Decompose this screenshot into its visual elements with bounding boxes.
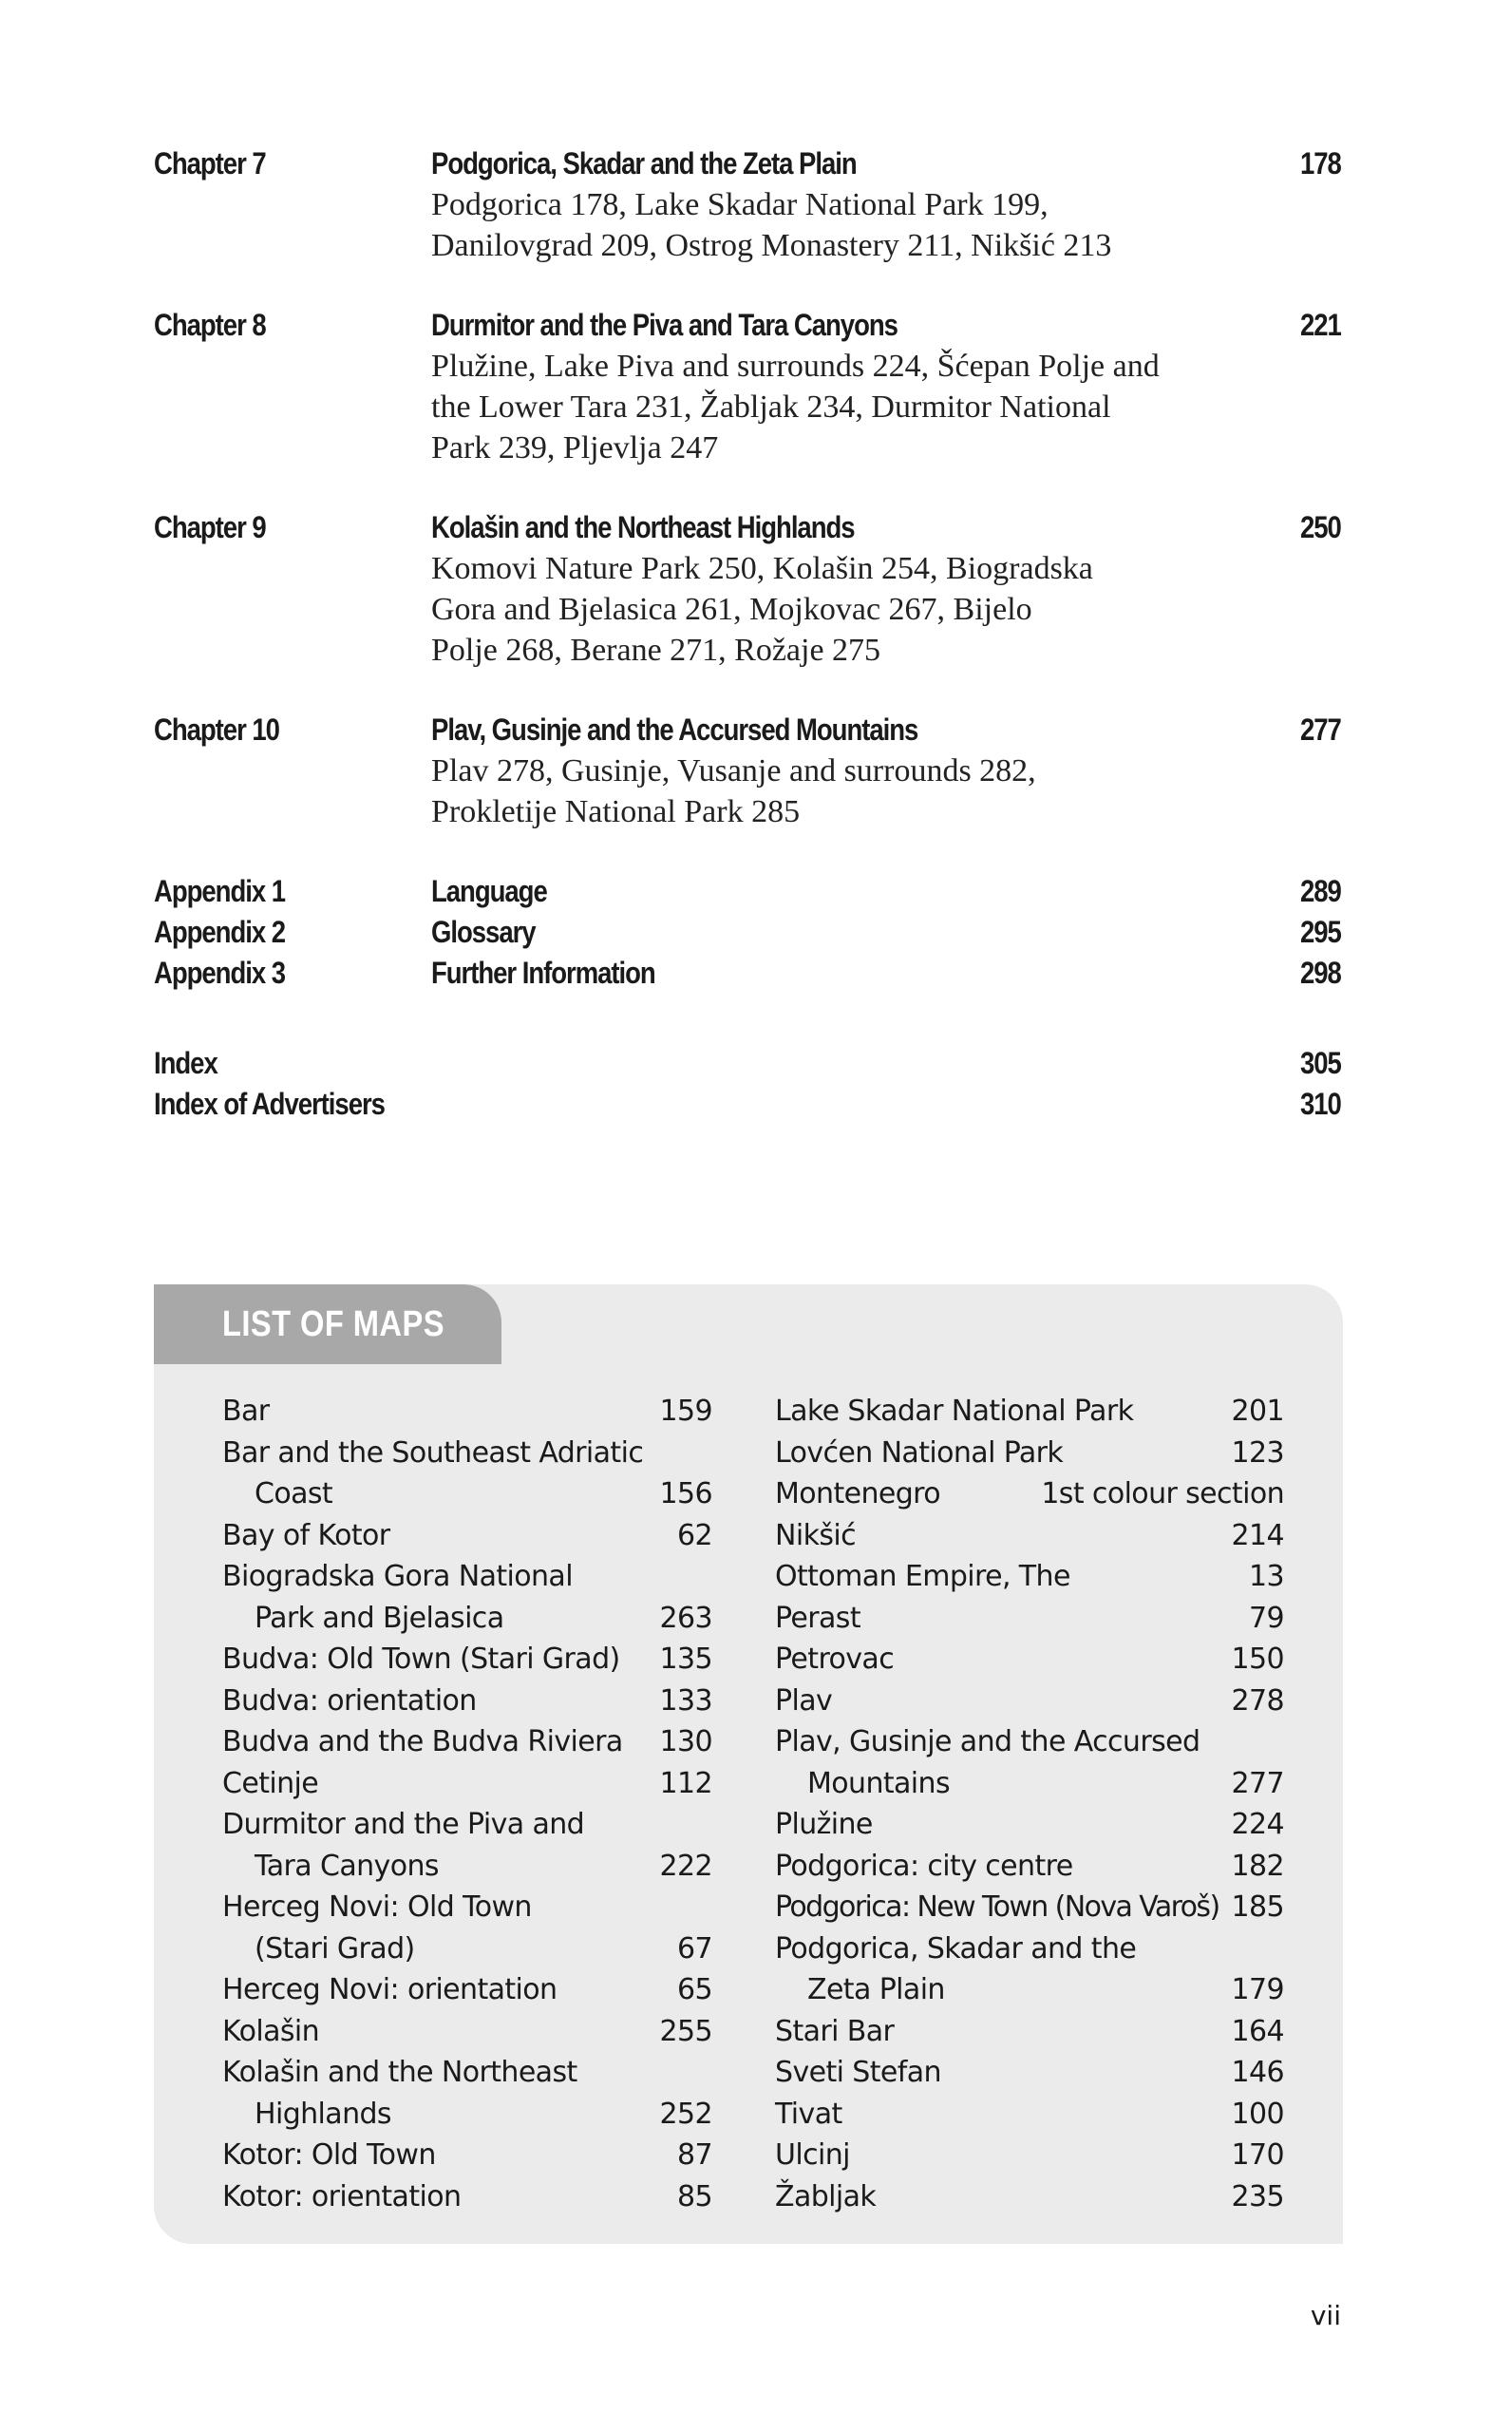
toc-chapter-7[interactable]: [154, 142, 1341, 266]
map-name-line: Budva: Old Town (Stari Grad): [222, 1643, 620, 1676]
map-page-number: 201: [1231, 1395, 1284, 1428]
map-name-line: Stari Bar: [775, 2014, 895, 2048]
toc-appendix-2[interactable]: [154, 911, 1341, 952]
map-page-number: 150: [1231, 1643, 1284, 1676]
map-list-item[interactable]: [775, 2135, 1284, 2176]
appendix-title: Further Information: [431, 956, 655, 990]
description-line: Podgorica 178, Lake Skadar National Park 199,: [431, 187, 1049, 222]
appendix-page: 295: [1300, 915, 1341, 949]
map-page-number: 214: [1231, 1518, 1284, 1552]
map-name-line: Budva: orientation: [222, 1683, 477, 1718]
map-list-item[interactable]: [222, 2052, 712, 2135]
description-line: Polje 268, Berane 271, Rožaje 275: [431, 633, 881, 668]
chapter-label: Chapter 10: [154, 712, 279, 747]
chapter-page: 250: [1300, 510, 1341, 544]
toc-chapter-9[interactable]: [154, 506, 1341, 671]
map-name-line: (Stari Grad): [255, 1931, 415, 1966]
description-line: Plav 278, Gusinje, Vusanje and surrounds 282,: [431, 753, 1036, 788]
map-name-line: Biogradska Gora National: [222, 1560, 573, 1593]
map-page-number: 62: [677, 1518, 712, 1552]
map-page-number: 1st colour section: [1041, 1477, 1284, 1510]
map-list-item[interactable]: [775, 1473, 1284, 1515]
description-line: Danilovgrad 209, Ostrog Monastery 211, Nikšić 213: [431, 228, 1112, 263]
toc-index[interactable]: [154, 1042, 1341, 1083]
map-list-item[interactable]: [222, 1639, 712, 1681]
list-of-maps-tab: [154, 1284, 501, 1364]
map-list-item[interactable]: [775, 1391, 1284, 1433]
map-page-number: 252: [659, 2097, 712, 2131]
index-page: 305: [1300, 1046, 1341, 1080]
toc-indexes: [154, 1042, 1341, 1124]
chapter-title: Plav, Gusinje and the Accursed Mountains: [431, 712, 918, 747]
chapter-label: Chapter 7: [154, 146, 266, 180]
map-list-item[interactable]: [775, 1928, 1284, 2011]
map-list-item[interactable]: [222, 1556, 712, 1639]
map-list-item[interactable]: [775, 1721, 1284, 1804]
map-name-line: Herceg Novi: orientation: [222, 1973, 558, 2006]
map-page-number: 112: [659, 1766, 712, 1800]
map-name-line: Perast: [775, 1601, 860, 1635]
list-of-maps-box: [154, 1284, 1343, 2244]
map-list-item[interactable]: [222, 2011, 712, 2053]
description-line: Plužine, Lake Piva and surrounds 224, Šćepan Polje and: [431, 349, 1160, 384]
map-page-number: 135: [659, 1643, 712, 1676]
chapter-title: Kolašin and the Northeast Highlands: [431, 510, 855, 544]
map-list-item[interactable]: [222, 1433, 712, 1515]
toc-appendix-1[interactable]: [154, 870, 1341, 911]
map-page-number: 65: [677, 1973, 712, 2006]
toc-chapter-8[interactable]: [154, 304, 1341, 468]
map-name-line: Podgorica: city centre: [775, 1849, 1073, 1883]
map-list-item[interactable]: [222, 1887, 712, 1969]
map-page-number: 87: [677, 2138, 712, 2172]
map-page-number: 182: [1231, 1849, 1284, 1883]
map-name-line: Nikšić: [775, 1518, 857, 1552]
map-list-item[interactable]: [222, 1763, 712, 1805]
map-name-line: Ulcinj: [775, 2138, 850, 2172]
description-line: Prokletije National Park 285: [431, 794, 801, 829]
map-page-number: 146: [1231, 2056, 1284, 2089]
map-page-number: 235: [1231, 2179, 1284, 2213]
chapter-label: Chapter 8: [154, 308, 266, 342]
map-list-item[interactable]: [775, 2094, 1284, 2136]
map-name-line: Bar: [222, 1395, 270, 1428]
map-list-item[interactable]: [222, 1515, 712, 1557]
map-list-item[interactable]: [775, 1887, 1284, 1928]
map-name-line: Kotor: orientation: [222, 2179, 462, 2213]
map-name-line: Plav, Gusinje and the Accursed: [775, 1725, 1200, 1758]
toc-appendices: [154, 870, 1341, 993]
appendix-page: 298: [1300, 956, 1341, 990]
chapter-title: Durmitor and the Piva and Tara Canyons: [431, 308, 898, 342]
index-label: Index: [154, 1046, 217, 1080]
map-name-line: Cetinje: [222, 1766, 319, 1800]
map-page-number: 222: [659, 1849, 712, 1883]
map-page-number: 185: [1231, 1890, 1284, 1924]
index-page: 310: [1300, 1087, 1341, 1121]
map-name-line: Kotor: Old Town: [222, 2138, 436, 2172]
map-name-line: Plužine: [775, 1808, 873, 1841]
map-name-line: Lake Skadar National Park: [775, 1395, 1134, 1428]
map-name-line: Bar and the Southeast Adriatic: [222, 1435, 644, 1470]
appendix-label: Appendix 1: [154, 874, 286, 908]
map-list-item[interactable]: [775, 1515, 1284, 1557]
map-name-line: Herceg Novi: Old Town: [222, 1890, 532, 1924]
map-name-line: Mountains: [807, 1766, 950, 1800]
map-page-number: 85: [677, 2179, 712, 2213]
map-name-line: Plav: [775, 1683, 833, 1718]
map-list-item[interactable]: [222, 1969, 712, 2011]
map-list-item[interactable]: [775, 1433, 1284, 1474]
map-name-line: Žabljak: [775, 2179, 877, 2213]
map-page-number: 133: [659, 1683, 712, 1718]
description-line: Gora and Bjelasica 261, Mojkovac 267, Bijelo: [431, 592, 1032, 627]
chapter-label: Chapter 9: [154, 510, 266, 544]
map-list-item[interactable]: [775, 1846, 1284, 1888]
toc-index-of-advertisers[interactable]: [154, 1083, 1341, 1124]
map-page-number: 159: [659, 1395, 712, 1428]
map-page-number: 170: [1231, 2138, 1284, 2172]
map-list-item[interactable]: [222, 1804, 712, 1887]
map-page-number: 278: [1231, 1683, 1284, 1718]
map-page-number: 224: [1231, 1808, 1284, 1841]
chapter-description: [431, 750, 1305, 832]
map-page-number: 255: [659, 2014, 712, 2048]
map-list-item[interactable]: [775, 1804, 1284, 1846]
map-list-item[interactable]: [775, 2176, 1284, 2218]
map-list-item[interactable]: [222, 2135, 712, 2176]
maps-column-right: [775, 1391, 1284, 2217]
description-line: the Lower Tara 231, Žabljak 234, Durmitor National: [431, 389, 1111, 425]
description-line: Park 239, Pljevlja 247: [431, 430, 719, 465]
map-name-line: Highlands: [255, 2097, 391, 2131]
map-name-line: Lovćen National Park: [775, 1435, 1064, 1470]
map-page-number: 164: [1231, 2014, 1284, 2048]
chapter-description: [431, 346, 1305, 468]
toc-appendix-3[interactable]: [154, 952, 1341, 993]
map-name-line: Petrovac: [775, 1643, 895, 1676]
map-list-item[interactable]: [775, 1598, 1284, 1640]
chapter-description: [431, 184, 1305, 266]
map-name-line: Kolašin and the Northeast: [222, 2056, 577, 2089]
map-page-number: 263: [659, 1601, 712, 1635]
page-number: vii: [1310, 2300, 1341, 2331]
chapter-description: [431, 548, 1305, 671]
map-page-number: 13: [1249, 1560, 1284, 1593]
map-name-line: Podgorica, Skadar and the: [775, 1931, 1137, 1966]
map-page-number: 67: [677, 1931, 712, 1966]
map-name-line: Sveti Stefan: [775, 2056, 941, 2089]
map-list-item[interactable]: [775, 2052, 1284, 2094]
map-name-line: Park and Bjelasica: [255, 1601, 504, 1635]
map-list-item[interactable]: [222, 1721, 712, 1763]
map-page-number: 277: [1231, 1766, 1284, 1800]
map-page-number: 179: [1231, 1973, 1284, 2006]
map-page-number: 156: [659, 1477, 712, 1510]
chapter-page: 221: [1300, 308, 1341, 342]
chapter-page: 277: [1300, 712, 1341, 747]
maps-column-left: [222, 1391, 712, 2217]
list-of-maps-heading: LIST OF MAPS: [222, 1304, 444, 1344]
map-name-line: Montenegro: [775, 1477, 941, 1510]
map-name-line: Ottoman Empire, The: [775, 1560, 1070, 1593]
appendix-label: Appendix 3: [154, 956, 286, 990]
map-list-item[interactable]: [775, 1681, 1284, 1722]
map-name-line: Zeta Plain: [807, 1973, 945, 2006]
toc-chapter-10[interactable]: [154, 709, 1341, 832]
map-name-line: Kolašin: [222, 2014, 320, 2048]
description-line: Komovi Nature Park 250, Kolašin 254, Biogradska: [431, 551, 1093, 586]
map-page-number: 123: [1231, 1435, 1284, 1470]
chapter-page: 178: [1300, 146, 1341, 180]
map-list-item[interactable]: [222, 1391, 712, 1433]
map-name-line: Budva and the Budva Riviera: [222, 1725, 623, 1758]
map-name-line: Durmitor and the Piva and: [222, 1808, 585, 1841]
appendix-title: Language: [431, 874, 547, 908]
appendix-page: 289: [1300, 874, 1341, 908]
map-name-line: Tara Canyons: [255, 1849, 439, 1883]
map-list-item[interactable]: [775, 1639, 1284, 1681]
appendix-label: Appendix 2: [154, 915, 286, 949]
map-name-line: Tivat: [775, 2097, 842, 2131]
map-name-line: Podgorica: New Town (Nova Varoš): [775, 1890, 1219, 1924]
chapter-title: Podgorica, Skadar and the Zeta Plain: [431, 146, 857, 180]
table-of-contents: [154, 142, 1341, 1124]
map-list-item[interactable]: [222, 2176, 712, 2218]
map-name-line: Coast: [255, 1477, 333, 1510]
map-name-line: Bay of Kotor: [222, 1518, 390, 1552]
map-page-number: 100: [1231, 2097, 1284, 2131]
map-list-item[interactable]: [222, 1681, 712, 1722]
map-page-number: 79: [1249, 1601, 1284, 1635]
map-list-item[interactable]: [775, 1556, 1284, 1598]
map-page-number: 130: [659, 1725, 712, 1758]
index-label: Index of Advertisers: [154, 1087, 385, 1121]
map-list-item[interactable]: [775, 2011, 1284, 2053]
appendix-title: Glossary: [431, 915, 536, 949]
